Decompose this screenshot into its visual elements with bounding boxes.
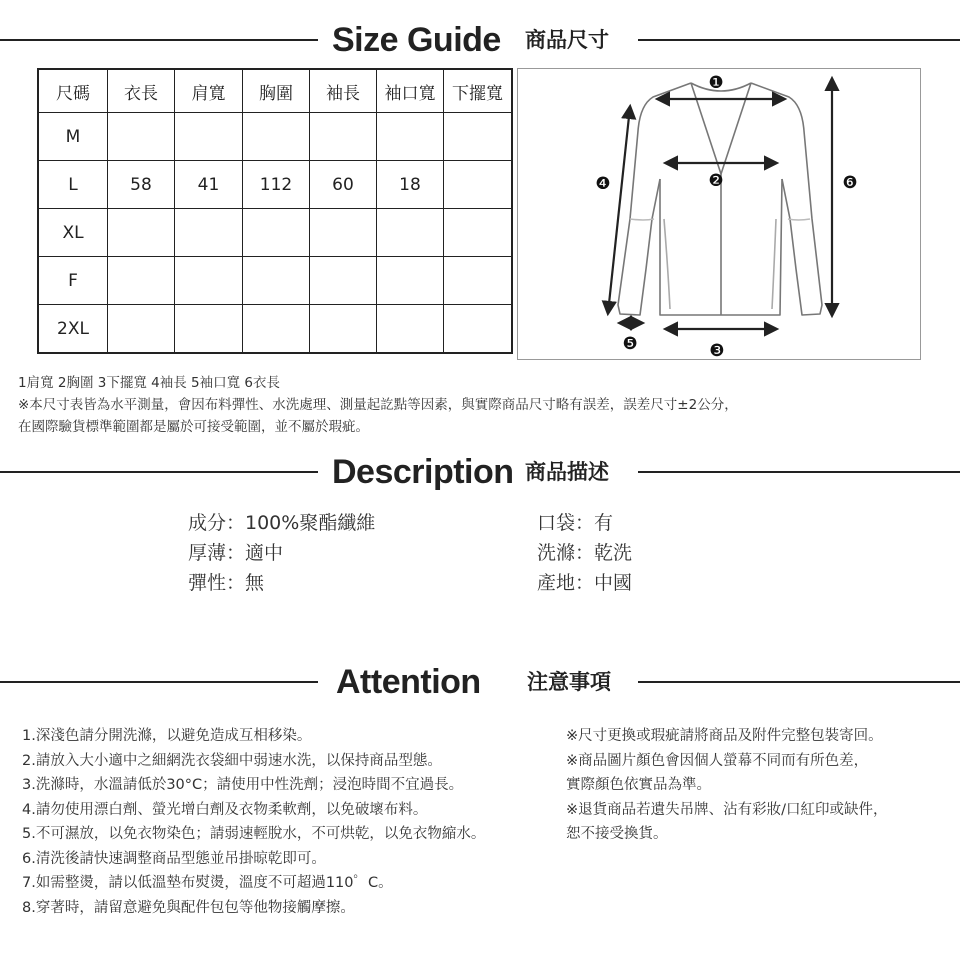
header-cell: 尺碼 [38, 69, 108, 113]
attention-title-en: Attention [336, 663, 481, 701]
size-label-cell: M [38, 113, 108, 161]
size-guide-title-zh: 商品尺寸 [525, 28, 609, 52]
table-cell [444, 305, 513, 354]
marker-4: ❹ [595, 174, 611, 194]
table-cell [310, 257, 377, 305]
care-item: 6.清洗後請快速調整商品型態並吊掛晾乾即可。 [22, 850, 326, 867]
policy-item: ※退貨商品若遺失吊牌、沾有彩妝/口紅印或缺件， [566, 801, 888, 818]
return-policy [566, 724, 888, 847]
table-cell [243, 209, 310, 257]
table-cell [108, 209, 175, 257]
table-cell [377, 113, 444, 161]
table-cell [310, 209, 377, 257]
garment-diagram [517, 68, 921, 360]
care-item: 7.如需整燙，請以低溫墊布熨燙，溫度不可超過110゜C。 [22, 875, 393, 891]
divider-line [0, 471, 318, 473]
policy-item: ※尺寸更換或瑕疵請將商品及附件完整包裝寄回。 [566, 728, 883, 744]
table-cell: 112 [243, 161, 310, 209]
attention-header [0, 660, 960, 704]
divider-line [0, 681, 318, 683]
description-right [537, 508, 632, 598]
table-cell [175, 305, 243, 354]
table-cell: 18 [377, 161, 444, 209]
table-cell: 60 [310, 161, 377, 209]
size-label-cell: XL [38, 209, 108, 257]
elasticity-spec: 彈性：無 [188, 572, 265, 594]
size-notes [18, 372, 738, 438]
divider-line [638, 39, 960, 41]
policy-item: 實際顏色依實品為準。 [566, 777, 711, 793]
table-cell: 58 [108, 161, 175, 209]
table-cell [377, 209, 444, 257]
tolerance-note: ※本尺寸表皆為水平測量，會因布料彈性、水洗處理、測量起訖點等因素，與實際商品尺寸略有誤差，誤差尺寸±2公分， [18, 397, 738, 413]
care-item: 4.請勿使用漂白劑、螢光增白劑及衣物柔軟劑，以免破壞布料。 [22, 801, 428, 818]
care-item: 2.請放入大小適中之細網洗衣袋細中弱速水洗，以保持商品型態。 [22, 752, 442, 769]
table-cell [175, 209, 243, 257]
table-cell [310, 305, 377, 354]
care-item: 3.洗滌時，水溫請低於30°C；請使用中性洗劑；浸泡時間不宜過長。 [22, 777, 464, 793]
header-cell: 肩寬 [175, 69, 243, 113]
table-cell [108, 113, 175, 161]
marker-3: ❸ [709, 341, 725, 359]
attention-title-zh: 注意事項 [527, 670, 611, 694]
table-row [38, 305, 512, 354]
care-item: 1.深淺色請分開洗滌，以避免造成互相移染。 [22, 728, 312, 744]
size-label-cell: 2XL [38, 305, 108, 354]
table-cell [444, 257, 513, 305]
size-guide-title-en: Size Guide [332, 21, 501, 59]
size-table [37, 68, 513, 354]
care-item: 8.穿著時，請留意避免與配件包包等他物接觸摩擦。 [22, 899, 355, 916]
header-cell: 袖口寬 [377, 69, 444, 113]
origin-spec: 產地：中國 [537, 572, 633, 594]
marker-2: ❷ [708, 171, 724, 191]
divider-line [0, 39, 318, 41]
header-cell: 胸圍 [243, 69, 310, 113]
sleeve-arrow [608, 107, 630, 313]
table-cell [377, 257, 444, 305]
description-header [0, 450, 960, 494]
table-cell [310, 113, 377, 161]
description-left [188, 508, 375, 598]
cardigan-outline [618, 83, 822, 315]
measurement-legend: 1肩寬 2胸圍 3下擺寬 4袖長 5袖口寬 6衣長 [18, 375, 280, 391]
description-title-en: Description [332, 453, 514, 491]
size-label-cell: L [38, 161, 108, 209]
table-cell [444, 113, 513, 161]
table-cell [175, 113, 243, 161]
table-cell [243, 305, 310, 354]
table-cell [377, 305, 444, 354]
table-cell [243, 113, 310, 161]
header-cell: 衣長 [108, 69, 175, 113]
table-cell [243, 257, 310, 305]
thickness-spec: 厚薄：適中 [188, 542, 284, 564]
description-title-zh: 商品描述 [525, 460, 609, 484]
washing-spec: 洗滌：乾洗 [537, 542, 633, 564]
table-row [38, 161, 512, 209]
policy-item: ※商品圖片顏色會因個人螢幕不同而有所色差， [566, 752, 869, 769]
table-cell [108, 257, 175, 305]
table-row [38, 113, 512, 161]
pocket-spec: 口袋：有 [537, 512, 614, 534]
table-cell [444, 209, 513, 257]
table-cell [108, 305, 175, 354]
table-header-row [38, 69, 512, 113]
header-cell: 下擺寬 [444, 69, 513, 113]
marker-1: ❶ [708, 73, 724, 93]
material-spec: 成分：100%聚酯纖維 [188, 512, 376, 534]
marker-6: ❻ [842, 173, 858, 193]
size-label-cell: F [38, 257, 108, 305]
header-cell: 袖長 [310, 69, 377, 113]
marker-5: ❺ [622, 334, 638, 354]
divider-line [638, 681, 960, 683]
table-cell [175, 257, 243, 305]
care-item: 5.不可濕放，以免衣物染色；請弱速輕脫水，不可烘乾，以免衣物縮水。 [22, 826, 486, 842]
divider-line [638, 471, 960, 473]
cardigan-illustration [518, 69, 920, 359]
care-instructions [22, 724, 485, 920]
table-cell: 41 [175, 161, 243, 209]
tolerance-note-cont: 在國際驗貨標準範圍都是屬於可接受範圍，並不屬於瑕疵。 [18, 419, 369, 435]
table-row [38, 209, 512, 257]
policy-item: 恕不接受換貨。 [566, 826, 668, 842]
table-row [38, 257, 512, 305]
table-cell [444, 161, 513, 209]
size-guide-header [0, 18, 960, 62]
